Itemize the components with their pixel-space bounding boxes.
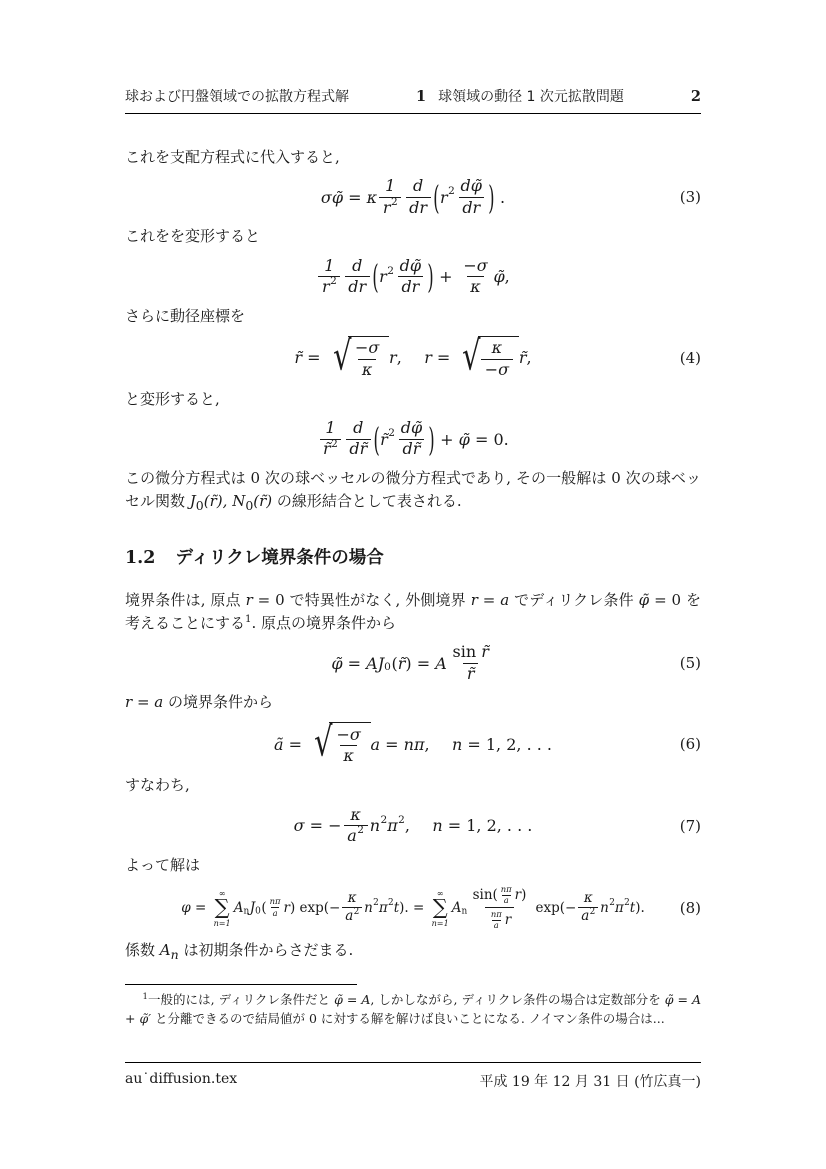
equation-5-tag: (5) [679,654,701,673]
equation-b-math: 1 r̃ 2 $\frac{d}{dr̃}$ ( r̃ 2 $\frac{d\varphĩ}{dr̃}$ ) + φ̃ = 0. [317,418,508,460]
page-number: 2 [690,88,701,105]
footer-date: 平成 19 年 12 月 31 日 (竹広真一) [479,1074,701,1090]
paragraph-coefficient: 係数 $A_n$ は初期条件からさだまる. [125,940,354,962]
equation-7 [125,803,701,849]
equation-5-math: φ̃ = A J 0 ( r̃ ) = A sin r̃ r̃ [331,642,489,683]
equation-unnumbered-b [125,416,701,462]
equation-3-tag: (3) [679,188,701,207]
paragraph-intro-eq3: これを支配方程式に代入すると, [125,148,340,166]
section-heading [125,544,701,569]
footnote-rule [125,984,357,985]
equation-4-math: r̃ = √ $\frac{-\sigma}{\kappa}$ r , r = √ $\frac{\kappa}{-\sigma}$ r̃ , [294,333,532,380]
equation-7-math: σ = − κ a 2 n 2 π 2 , n = 1, 2, . . . [293,804,533,846]
footer-filename: au˙diffusion.tex [125,1071,238,1087]
equation-3 [125,174,701,220]
equation-a-math: 1 r 2 $\frac{d}{dr}$ ( r 2 $\frac{d\varphĩ}{dr}$ ) + $\frac{-\sigma}{\kappa}$ φ̃ , [316,256,510,298]
page-footer [125,1062,701,1091]
section-heading-number: 1.2 [125,547,156,568]
equation-8-math: φ = ∞ ∑ n=1 A n J 0 ( $\frac{n\pi}{a}$ r ) exp(− κ a 2 n 2 π 2 t ). = ∞ ∑ n=1 A n sin( $\frac{n\pi}{a}$ r ) $\frac{n\pi}{a}$ r exp(− κ a 2 n 2 π 2 t ). [181,883,645,931]
paragraph-boundary-at-a: r = a の境界条件から [125,693,274,712]
equation-6-tag: (6) [679,735,701,754]
header-section-number: 1 [416,88,427,105]
paragraph-transform-1: これをを変形すると [125,227,261,246]
equation-8-tag: (8) [679,898,701,917]
equation-5 [125,640,701,686]
equation-7-tag: (7) [679,816,701,835]
paragraph-namely: すなわち, [125,776,190,795]
running-header [125,86,701,114]
equation-6 [125,719,701,769]
paragraph-radial-coord: さらに動径座標を [125,306,246,325]
paragraph-boundary-conditions: 境界条件は, 原点 r = 0 で特異性がなく, 外側境界 r = a でディリクレ条件 φ̃ = 0 を考えることにする$^1$. 原点の境界条件から [125,590,701,632]
paragraph-bessel: この微分方程式は 0 次の球ベッセルの微分方程式であり, その一般解は 0 次の球ベッセル関数 $J_0(r̃)$, $N_0(r̃)$ の線形結合として表される. [125,469,701,514]
equation-6-math: ã = √ $\frac{-\sigma}{\kappa}$ a = nπ , n = 1, 2, . . . [274,719,552,766]
section-heading-title: ディリクレ境界条件の場合 [175,547,384,568]
equation-unnumbered-a [125,254,701,300]
footnote-text: $^1$一般的には, ディリクレ条件だと φ̃ = A, しかしながら, ディリクレ条件の場合は定数部分を φ̃ = A + φ̃′ と分離できるので結局値が 0 に対する解を解けば良いことになる. ノイマン条件の場合は... [125,992,702,1026]
header-doc-title: 球および円盤領域での拡散方程式解 [125,89,349,105]
equation-8 [125,882,701,934]
equation-4 [125,333,701,383]
equation-4-tag: (4) [679,348,701,367]
footnote-zone [125,984,701,1029]
equation-3-math: σφ̃ = κ 1 r 2 $\frac{d}{dr}$ ( r 2 $\frac{d\varphĩ}{dr}$ ) . [320,176,506,217]
paragraph-transform-2: と変形すると, [125,389,220,408]
header-section-ref [416,86,624,106]
paragraph-solution: よって解は [125,855,201,874]
header-section-title: 球領域の動径 1 次元拡散問題 [438,89,624,105]
